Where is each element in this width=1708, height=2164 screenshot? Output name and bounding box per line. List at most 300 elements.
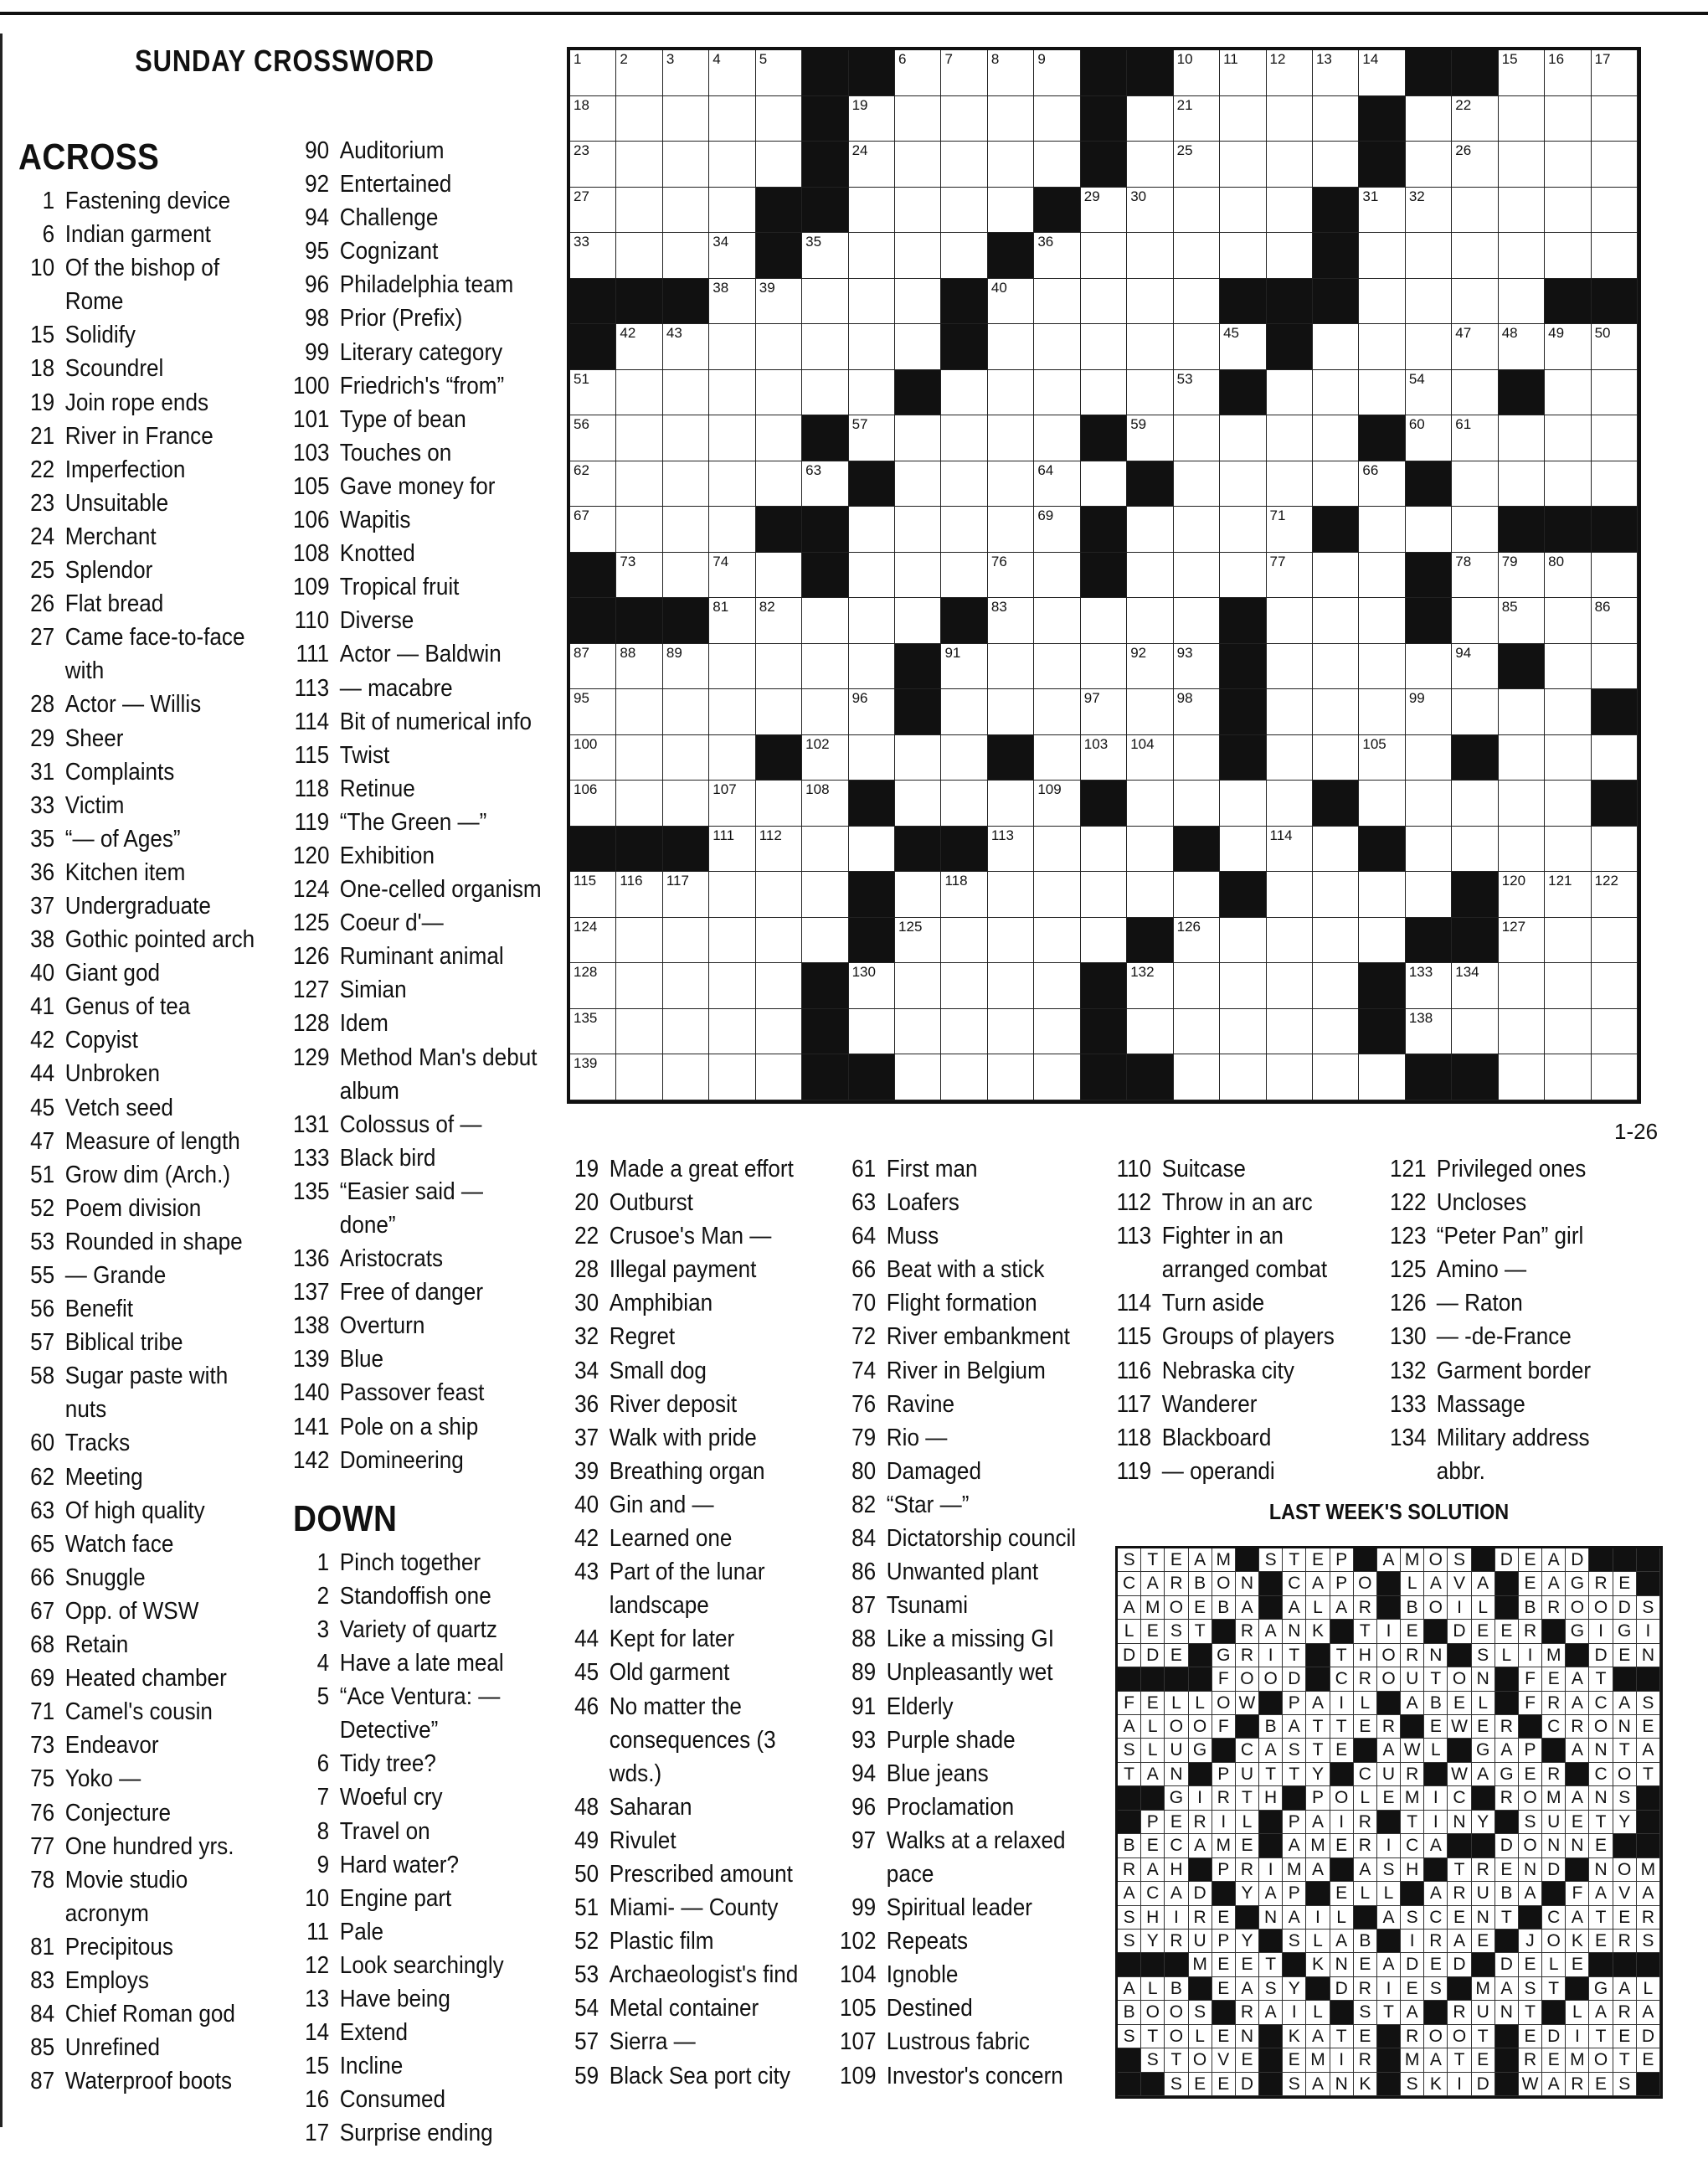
grid-cell[interactable] [849,96,895,142]
grid-cell[interactable] [1499,827,1545,873]
grid-cell[interactable] [616,1009,662,1055]
grid-cell[interactable] [988,872,1034,918]
grid-cell[interactable] [988,963,1034,1009]
grid-cell[interactable] [988,1054,1034,1100]
grid-cell[interactable] [1267,507,1313,553]
grid-cell[interactable] [1592,918,1638,964]
grid-cell[interactable] [709,827,755,873]
grid-cell[interactable] [709,689,755,735]
grid-cell[interactable] [1034,96,1080,142]
grid-cell[interactable] [1081,370,1127,416]
grid-cell[interactable] [1220,553,1266,599]
grid-cell[interactable] [1406,188,1452,234]
grid-cell[interactable] [1545,735,1591,781]
grid-cell[interactable] [1174,279,1220,325]
grid-cell[interactable] [1406,370,1452,416]
grid-cell[interactable] [709,324,755,370]
grid-cell[interactable] [1127,415,1173,461]
grid-cell[interactable] [1313,370,1359,416]
grid-cell[interactable] [802,233,848,279]
grid-cell[interactable] [709,507,755,553]
grid-cell[interactable] [756,963,802,1009]
grid-cell[interactable] [988,507,1034,553]
grid-cell[interactable] [802,279,848,325]
grid-cell[interactable] [849,735,895,781]
grid-cell[interactable] [988,50,1034,96]
grid-cell[interactable] [1452,233,1498,279]
grid-cell[interactable] [616,735,662,781]
grid-cell[interactable] [663,233,709,279]
grid-cell[interactable] [1592,142,1638,188]
grid-cell[interactable] [1220,461,1266,508]
grid-cell[interactable] [941,507,987,553]
grid-cell[interactable] [1174,1009,1220,1055]
grid-cell[interactable] [988,415,1034,461]
grid-cell[interactable] [895,1009,941,1055]
grid-cell[interactable] [616,324,662,370]
grid-cell[interactable] [1034,918,1080,964]
grid-cell[interactable] [1174,142,1220,188]
grid-cell[interactable] [895,553,941,599]
grid-cell[interactable] [988,827,1034,873]
grid-cell[interactable] [1406,735,1452,781]
grid-cell[interactable] [1267,781,1313,827]
grid-cell[interactable] [849,1009,895,1055]
grid-cell[interactable] [1406,96,1452,142]
grid-cell[interactable] [616,644,662,690]
grid-cell[interactable] [802,735,848,781]
grid-cell[interactable] [1359,689,1405,735]
grid-cell[interactable] [1452,142,1498,188]
grid-cell[interactable] [663,142,709,188]
grid-cell[interactable] [1220,415,1266,461]
grid-cell[interactable] [1174,689,1220,735]
grid-cell[interactable] [895,598,941,644]
crossword-grid[interactable] [567,47,1641,1104]
grid-cell[interactable] [1406,142,1452,188]
grid-cell[interactable] [1499,279,1545,325]
grid-cell[interactable] [1267,1054,1313,1100]
grid-cell[interactable] [1313,735,1359,781]
grid-cell[interactable] [1545,142,1591,188]
grid-cell[interactable] [570,735,616,781]
grid-cell[interactable] [1174,233,1220,279]
grid-cell[interactable] [1313,918,1359,964]
grid-cell[interactable] [1081,598,1127,644]
grid-cell[interactable] [709,96,755,142]
grid-cell[interactable] [1313,553,1359,599]
grid-cell[interactable] [941,872,987,918]
grid-cell[interactable] [663,415,709,461]
grid-cell[interactable] [663,1054,709,1100]
grid-cell[interactable] [988,461,1034,508]
grid-cell[interactable] [1499,324,1545,370]
grid-cell[interactable] [1267,918,1313,964]
grid-cell[interactable] [1034,872,1080,918]
grid-cell[interactable] [1359,461,1405,508]
grid-cell[interactable] [1220,233,1266,279]
grid-cell[interactable] [895,96,941,142]
grid-cell[interactable] [756,279,802,325]
grid-cell[interactable] [616,461,662,508]
grid-cell[interactable] [663,188,709,234]
grid-cell[interactable] [616,553,662,599]
grid-cell[interactable] [941,233,987,279]
grid-cell[interactable] [1545,188,1591,234]
grid-cell[interactable] [1034,553,1080,599]
grid-cell[interactable] [941,461,987,508]
grid-cell[interactable] [1034,689,1080,735]
grid-cell[interactable] [570,781,616,827]
grid-cell[interactable] [1081,279,1127,325]
grid-cell[interactable] [1359,918,1405,964]
grid-cell[interactable] [709,279,755,325]
grid-cell[interactable] [802,324,848,370]
grid-cell[interactable] [941,142,987,188]
grid-cell[interactable] [756,689,802,735]
grid-cell[interactable] [1359,50,1405,96]
grid-cell[interactable] [1313,50,1359,96]
grid-cell[interactable] [1452,963,1498,1009]
grid-cell[interactable] [1452,461,1498,508]
grid-cell[interactable] [1267,598,1313,644]
grid-cell[interactable] [1406,872,1452,918]
grid-cell[interactable] [709,1054,755,1100]
grid-cell[interactable] [1452,644,1498,690]
grid-cell[interactable] [1081,689,1127,735]
grid-cell[interactable] [988,918,1034,964]
grid-cell[interactable] [1313,598,1359,644]
grid-cell[interactable] [988,370,1034,416]
grid-cell[interactable] [1545,1054,1591,1100]
grid-cell[interactable] [1592,1009,1638,1055]
grid-cell[interactable] [709,735,755,781]
grid-cell[interactable] [895,50,941,96]
grid-cell[interactable] [1081,233,1127,279]
grid-cell[interactable] [895,781,941,827]
grid-cell[interactable] [1220,963,1266,1009]
grid-cell[interactable] [849,370,895,416]
grid-cell[interactable] [849,142,895,188]
grid-cell[interactable] [1499,1054,1545,1100]
grid-cell[interactable] [1359,188,1405,234]
grid-cell[interactable] [1174,50,1220,96]
grid-cell[interactable] [1499,963,1545,1009]
grid-cell[interactable] [1174,918,1220,964]
grid-cell[interactable] [570,689,616,735]
grid-cell[interactable] [941,644,987,690]
grid-cell[interactable] [616,963,662,1009]
grid-cell[interactable] [1545,324,1591,370]
grid-cell[interactable] [1034,507,1080,553]
grid-cell[interactable] [663,918,709,964]
grid-cell[interactable] [1499,50,1545,96]
grid-cell[interactable] [1127,689,1173,735]
grid-cell[interactable] [756,324,802,370]
grid-cell[interactable] [1545,598,1591,644]
grid-cell[interactable] [1499,1009,1545,1055]
grid-cell[interactable] [1545,963,1591,1009]
grid-cell[interactable] [1452,598,1498,644]
grid-cell[interactable] [1359,598,1405,644]
grid-cell[interactable] [1034,50,1080,96]
grid-cell[interactable] [1220,781,1266,827]
grid-cell[interactable] [988,279,1034,325]
grid-cell[interactable] [1359,781,1405,827]
grid-cell[interactable] [1452,507,1498,553]
grid-cell[interactable] [941,188,987,234]
grid-cell[interactable] [1499,188,1545,234]
grid-cell[interactable] [849,827,895,873]
grid-cell[interactable] [756,1054,802,1100]
grid-cell[interactable] [709,644,755,690]
grid-cell[interactable] [1499,142,1545,188]
grid-cell[interactable] [1267,963,1313,1009]
grid-cell[interactable] [1267,415,1313,461]
grid-cell[interactable] [1499,689,1545,735]
grid-cell[interactable] [1267,735,1313,781]
grid-cell[interactable] [709,461,755,508]
grid-cell[interactable] [802,598,848,644]
grid-cell[interactable] [1545,370,1591,416]
grid-cell[interactable] [941,415,987,461]
grid-cell[interactable] [1452,781,1498,827]
grid-cell[interactable] [663,963,709,1009]
grid-cell[interactable] [1220,918,1266,964]
grid-cell[interactable] [1452,553,1498,599]
grid-cell[interactable] [988,553,1034,599]
grid-cell[interactable] [663,1009,709,1055]
grid-cell[interactable] [709,963,755,1009]
grid-cell[interactable] [1592,827,1638,873]
grid-cell[interactable] [570,415,616,461]
grid-cell[interactable] [895,872,941,918]
grid-cell[interactable] [1034,279,1080,325]
grid-cell[interactable] [709,781,755,827]
grid-cell[interactable] [1034,1009,1080,1055]
grid-cell[interactable] [1220,142,1266,188]
grid-cell[interactable] [709,50,755,96]
grid-cell[interactable] [1545,689,1591,735]
grid-cell[interactable] [1174,461,1220,508]
grid-cell[interactable] [1081,324,1127,370]
grid-cell[interactable] [570,507,616,553]
grid-cell[interactable] [1034,644,1080,690]
grid-cell[interactable] [1359,507,1405,553]
grid-cell[interactable] [1452,415,1498,461]
grid-cell[interactable] [1359,233,1405,279]
grid-cell[interactable] [709,598,755,644]
grid-cell[interactable] [1127,963,1173,1009]
grid-cell[interactable] [1034,1054,1080,1100]
grid-cell[interactable] [1313,1009,1359,1055]
grid-cell[interactable] [1174,324,1220,370]
grid-cell[interactable] [756,415,802,461]
grid-cell[interactable] [663,324,709,370]
grid-cell[interactable] [616,96,662,142]
grid-cell[interactable] [1127,188,1173,234]
grid-cell[interactable] [895,1054,941,1100]
grid-cell[interactable] [895,324,941,370]
grid-cell[interactable] [709,188,755,234]
grid-cell[interactable] [1499,553,1545,599]
grid-cell[interactable] [756,781,802,827]
grid-cell[interactable] [1127,142,1173,188]
grid-cell[interactable] [1545,872,1591,918]
grid-cell[interactable] [895,142,941,188]
grid-cell[interactable] [1406,1009,1452,1055]
grid-cell[interactable] [1313,1054,1359,1100]
grid-cell[interactable] [1313,872,1359,918]
grid-cell[interactable] [1313,689,1359,735]
grid-cell[interactable] [941,781,987,827]
grid-cell[interactable] [1406,963,1452,1009]
grid-cell[interactable] [988,689,1034,735]
grid-cell[interactable] [1545,918,1591,964]
grid-cell[interactable] [802,872,848,918]
grid-cell[interactable] [1220,827,1266,873]
grid-cell[interactable] [1406,233,1452,279]
grid-cell[interactable] [1127,827,1173,873]
grid-cell[interactable] [988,781,1034,827]
grid-cell[interactable] [1081,644,1127,690]
grid-cell[interactable] [941,735,987,781]
grid-cell[interactable] [663,735,709,781]
grid-cell[interactable] [849,188,895,234]
grid-cell[interactable] [802,370,848,416]
grid-cell[interactable] [1267,50,1313,96]
grid-cell[interactable] [988,324,1034,370]
grid-cell[interactable] [895,415,941,461]
grid-cell[interactable] [756,461,802,508]
grid-cell[interactable] [1267,689,1313,735]
grid-cell[interactable] [1313,324,1359,370]
grid-cell[interactable] [1359,735,1405,781]
grid-cell[interactable] [1499,96,1545,142]
grid-cell[interactable] [988,142,1034,188]
grid-cell[interactable] [1174,644,1220,690]
grid-cell[interactable] [616,370,662,416]
grid-cell[interactable] [1359,370,1405,416]
grid-cell[interactable] [1220,188,1266,234]
grid-cell[interactable] [1499,415,1545,461]
grid-cell[interactable] [1313,644,1359,690]
grid-cell[interactable] [570,370,616,416]
grid-cell[interactable] [1406,415,1452,461]
grid-cell[interactable] [988,644,1034,690]
grid-cell[interactable] [941,689,987,735]
grid-cell[interactable] [616,1054,662,1100]
grid-cell[interactable] [1592,553,1638,599]
grid-cell[interactable] [1081,827,1127,873]
grid-cell[interactable] [1359,644,1405,690]
grid-cell[interactable] [709,142,755,188]
grid-cell[interactable] [1592,370,1638,416]
grid-cell[interactable] [1127,1009,1173,1055]
grid-cell[interactable] [616,781,662,827]
grid-cell[interactable] [1313,415,1359,461]
grid-cell[interactable] [849,324,895,370]
grid-cell[interactable] [941,96,987,142]
grid-cell[interactable] [570,872,616,918]
grid-cell[interactable] [1359,1054,1405,1100]
grid-cell[interactable] [1174,1054,1220,1100]
grid-cell[interactable] [1127,233,1173,279]
grid-cell[interactable] [570,233,616,279]
grid-cell[interactable] [1592,415,1638,461]
grid-cell[interactable] [941,370,987,416]
grid-cell[interactable] [756,644,802,690]
grid-cell[interactable] [756,370,802,416]
grid-cell[interactable] [1313,963,1359,1009]
grid-cell[interactable] [1499,598,1545,644]
grid-cell[interactable] [1452,324,1498,370]
grid-cell[interactable] [1359,279,1405,325]
grid-cell[interactable] [802,918,848,964]
grid-cell[interactable] [616,50,662,96]
grid-cell[interactable] [849,598,895,644]
grid-cell[interactable] [1127,96,1173,142]
grid-cell[interactable] [1359,872,1405,918]
grid-cell[interactable] [1034,142,1080,188]
grid-cell[interactable] [1267,370,1313,416]
grid-cell[interactable] [709,415,755,461]
grid-cell[interactable] [1406,507,1452,553]
grid-cell[interactable] [616,188,662,234]
grid-cell[interactable] [1127,370,1173,416]
grid-cell[interactable] [1452,279,1498,325]
grid-cell[interactable] [1313,827,1359,873]
grid-cell[interactable] [1592,324,1638,370]
grid-cell[interactable] [1220,96,1266,142]
grid-cell[interactable] [1081,188,1127,234]
grid-cell[interactable] [1592,735,1638,781]
grid-cell[interactable] [1034,233,1080,279]
grid-cell[interactable] [663,50,709,96]
grid-cell[interactable] [1545,96,1591,142]
grid-cell[interactable] [1452,370,1498,416]
grid-cell[interactable] [1499,233,1545,279]
grid-cell[interactable] [1406,781,1452,827]
grid-cell[interactable] [663,781,709,827]
grid-cell[interactable] [1452,96,1498,142]
grid-cell[interactable] [663,872,709,918]
grid-cell[interactable] [1545,415,1591,461]
grid-cell[interactable] [1174,598,1220,644]
grid-cell[interactable] [1545,1009,1591,1055]
grid-cell[interactable] [849,963,895,1009]
grid-cell[interactable] [1545,461,1591,508]
grid-cell[interactable] [1127,598,1173,644]
grid-cell[interactable] [941,963,987,1009]
grid-cell[interactable] [1220,1054,1266,1100]
grid-cell[interactable] [941,1054,987,1100]
grid-cell[interactable] [709,370,755,416]
grid-cell[interactable] [1592,188,1638,234]
grid-cell[interactable] [1267,461,1313,508]
grid-cell[interactable] [756,598,802,644]
grid-cell[interactable] [1034,370,1080,416]
grid-cell[interactable] [988,598,1034,644]
grid-cell[interactable] [616,689,662,735]
grid-cell[interactable] [1313,96,1359,142]
grid-cell[interactable] [1174,96,1220,142]
grid-cell[interactable] [1081,918,1127,964]
grid-cell[interactable] [1545,233,1591,279]
grid-cell[interactable] [616,415,662,461]
grid-cell[interactable] [1545,553,1591,599]
grid-cell[interactable] [1174,188,1220,234]
